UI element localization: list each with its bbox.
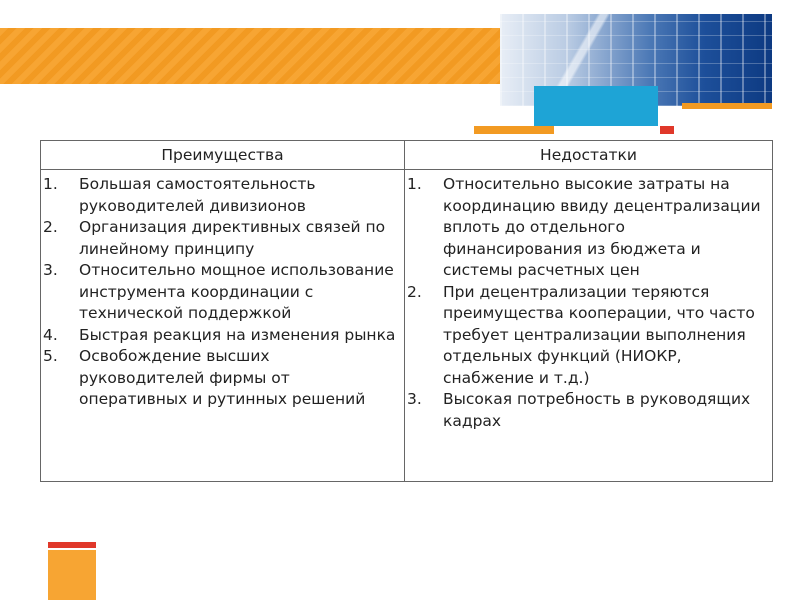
disadvantages-list (407, 174, 766, 432)
list-item (407, 282, 766, 390)
item-text: Освобождение высших руководителей фирмы от оперативных и рутинных решений (79, 347, 366, 408)
item-text: Организация директивных связей по линейному принципу (79, 218, 386, 258)
header-advantages: Преимущества (41, 141, 405, 170)
advantages-cell (41, 170, 405, 482)
decorative-orange-line (682, 103, 772, 109)
header-disadvantages: Недостатки (405, 141, 773, 170)
item-number: 3. (407, 390, 422, 408)
decorative-red-square (660, 126, 674, 134)
table-row (41, 170, 773, 482)
decorative-orange-strip (474, 126, 554, 134)
item-text: При децентрализации теряются преимущества кооперации, что часто требует централизации выполнения отдельных функций (НИОКР, снабжение и т.д.) (443, 282, 755, 387)
item-number: 1. (43, 175, 58, 193)
comparison-table-container (40, 140, 773, 482)
list-item (407, 389, 766, 432)
item-number: 4. (43, 325, 58, 344)
item-number: 3. (43, 261, 58, 279)
decorative-bottom-red-edge (48, 542, 96, 548)
list-item (43, 346, 398, 411)
item-text: Быстрая реакция на изменения рынка (79, 325, 396, 344)
decorative-bottom-orange-block (48, 542, 96, 600)
list-item (407, 174, 766, 282)
table-header-row (41, 141, 773, 170)
item-number: 5. (43, 347, 58, 365)
item-number: 2. (43, 218, 58, 236)
advantages-list (43, 174, 398, 411)
item-text: Большая самостоятельность руководителей дивизионов (79, 175, 316, 215)
item-text: Относительно высокие затраты на координацию ввиду децентрализации вплоть до отдельного финансирования из бюджета и системы расчетных цен (443, 175, 761, 279)
list-item (43, 174, 398, 217)
item-text: Высокая потребность в руководящих кадрах (443, 390, 751, 430)
decorative-blue-block (534, 86, 658, 126)
list-item (43, 325, 398, 347)
comparison-table (40, 140, 773, 482)
item-text: Относительно мощное использование инструмента координации с технической поддержкой (79, 261, 394, 322)
list-item (43, 217, 398, 260)
list-item (43, 260, 398, 325)
item-number: 1. (407, 175, 422, 193)
disadvantages-cell (405, 170, 773, 482)
item-number: 2. (407, 282, 422, 301)
